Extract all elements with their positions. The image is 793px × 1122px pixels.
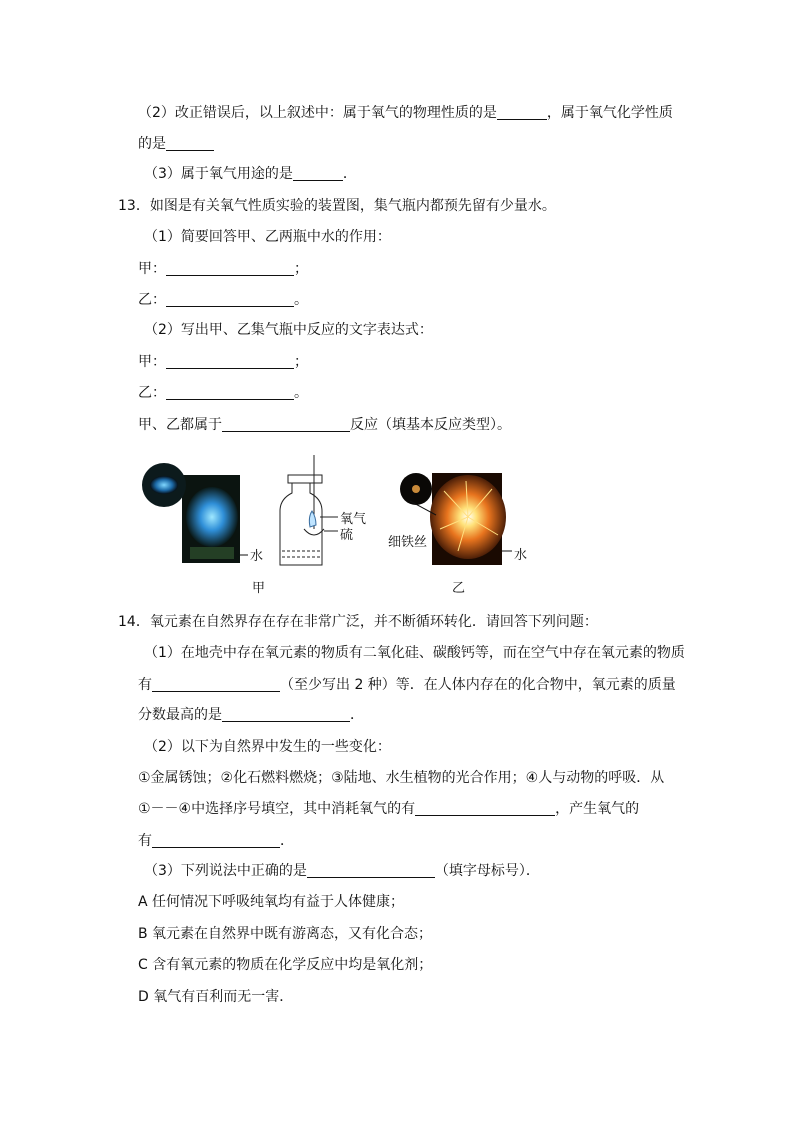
q13-blank-yi-equation[interactable] [166, 385, 294, 400]
q12-blank-chemical[interactable] [166, 136, 214, 151]
q14-option-b: B 氧元素在自然界中既有游离态，又有化合态； [138, 926, 433, 942]
q13-sub2-jia: 甲： ； [138, 354, 308, 370]
q12-part3: （3）属于氧气用途的是 ． [144, 166, 357, 182]
q13-blank-jia-water[interactable] [166, 261, 294, 276]
q14-option-d: D 氧气有百利而无一害． [138, 989, 294, 1005]
q13-sub1: （1）简要回答甲、乙两瓶中水的作用： [144, 229, 391, 245]
q12-part2-line2: 的是 [138, 135, 214, 153]
deflagrating-spoon-cup [304, 529, 324, 535]
yi-photo [400, 473, 512, 565]
q14-stem: 14．氧元素在自然界存在存在非常广泛，并不断循环转化．请回答下列问题： [118, 614, 598, 630]
jia-jar-base [190, 547, 234, 559]
q14-sub1-line1: （1）在地壳中存在氧元素的物质有二氧化硅、碳酸钙等，而在空气中存在氧元素的物质 [144, 645, 685, 661]
q14-sub2-list: ①金属锈蚀；②化石燃料燃烧；③陆地、水生植物的光合作用；④人与动物的呼吸．从 [138, 770, 665, 786]
yi-inset-coil [412, 485, 420, 493]
q13-sub1-jia: 甲： ； [138, 261, 308, 277]
label-water-right: 水 [514, 548, 528, 563]
q12-blank-use[interactable] [293, 166, 343, 181]
caption-yi: 乙 [452, 581, 466, 596]
blue-flame [186, 487, 238, 547]
q14-blank-consume-oxygen[interactable] [415, 801, 555, 816]
q14-sub2: （2）以下为自然界中发生的一些变化： [144, 739, 391, 755]
q13-sub2-yi: 乙： 。 [138, 385, 308, 401]
q14-option-c: C 含有氧元素的物质在化学反应中均是氧化剂； [138, 957, 433, 973]
q13-blank-jia-equation[interactable] [166, 354, 294, 369]
q14-sub1-line2: 有 （至少写出 2 种）等．在人体内存在的化合物中，氧元素的质量 [138, 677, 676, 693]
q13-blank-yi-water[interactable] [166, 292, 294, 307]
q13-stem: 13．如图是有关氧气性质实验的装置图，集气瓶内都预先留有少量水。 [118, 198, 556, 214]
small-flame [309, 511, 316, 527]
q14-sub2-line2: ①－－④中选择序号填空，其中消耗氧气的有 ，产生氧气的 [138, 801, 640, 817]
q12-part2-line1: （2）改正错误后，以上叙述中：属于氧气的物理性质的是 ，属于氧气化学性质 [138, 105, 673, 121]
jar-lid [288, 475, 322, 483]
caption-jia: 甲 [252, 581, 266, 596]
q14-blank-air-substances[interactable] [152, 677, 280, 692]
label-sulfur: 硫 [340, 528, 354, 543]
q12-blank-physical[interactable] [497, 105, 547, 120]
label-water-left: 水 [250, 549, 264, 564]
q14-blank-correct-option[interactable] [307, 863, 435, 878]
label-iron-wire: 细铁丝 [388, 535, 428, 550]
q14-blank-produce-oxygen[interactable] [152, 833, 280, 848]
q14-sub2-line3: 有 ． [138, 833, 294, 849]
q14-sub3: （3）下列说法中正确的是 （填字母标号）． [144, 863, 540, 879]
q13-reaction-type: 甲、乙都属于 反应（填基本反应类型）。 [138, 417, 511, 433]
jia-jar-diagram [280, 455, 338, 565]
jia-photo [142, 463, 248, 563]
q14-option-a: A 任何情况下呼吸纯氧均有益于人体健康； [138, 894, 405, 910]
q14-blank-highest-mass[interactable] [222, 707, 350, 722]
q14-sub1-line3: 分数最高的是 ． [138, 707, 364, 723]
q13-blank-reaction-type[interactable] [222, 417, 350, 432]
label-oxygen: 氧气 [340, 512, 367, 527]
q13-sub1-yi: 乙： 。 [138, 292, 308, 308]
experiment-figure [140, 455, 540, 605]
q13-sub2: （2）写出甲、乙集气瓶中反应的文字表达式： [144, 322, 433, 338]
jia-inset-flame [150, 476, 178, 494]
